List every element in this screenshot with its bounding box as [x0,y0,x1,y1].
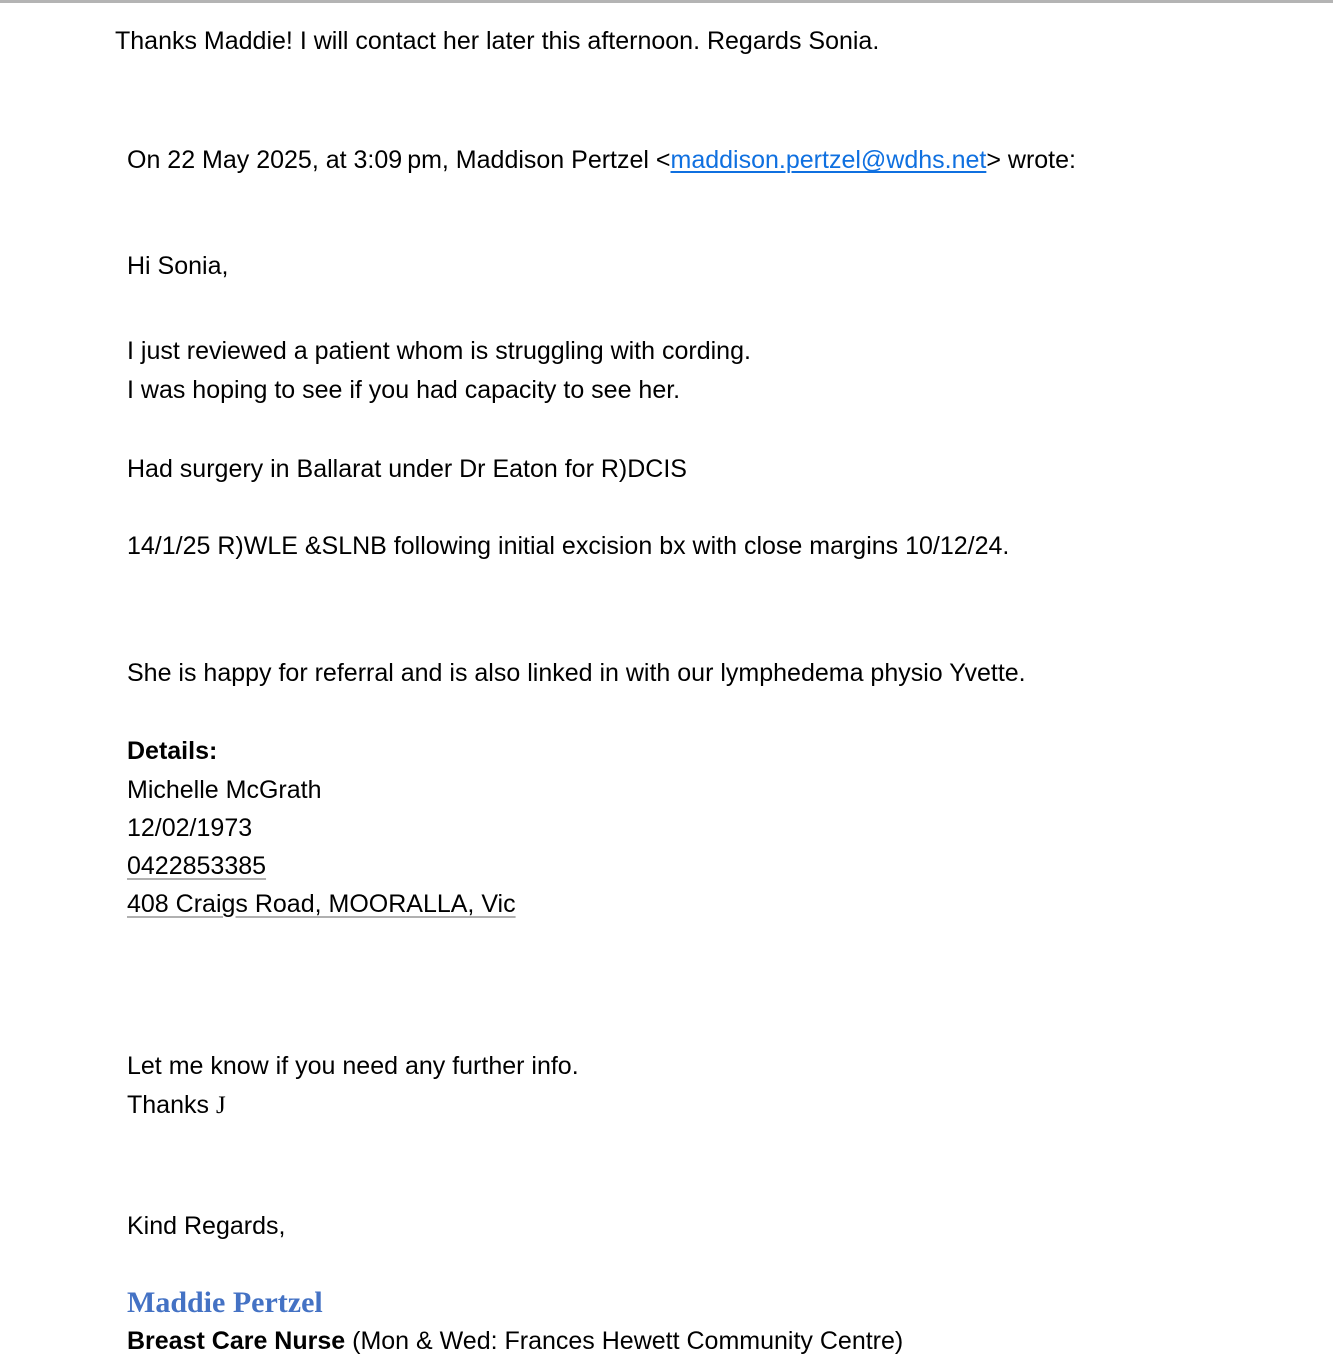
phone-link[interactable]: 0422853385 [127,852,267,880]
sender-email-link[interactable]: maddison.pertzel@wdhs.net [670,146,987,174]
patient-dob: 12/02/1973 [127,814,253,842]
signature-role-line [127,1322,1293,1361]
paragraph-patient-review [127,332,1293,410]
closing-thanks-line [127,1086,1293,1125]
closing-thanks-text: Thanks [127,1091,209,1119]
smiley-glyph-J: J [215,1092,226,1119]
patient-phone-row [127,847,1293,885]
signature-role-detail: (Mon & Wed: Frances Hewett Community Centre) [345,1327,904,1355]
patient-name: Michelle McGrath [127,776,322,804]
paragraph-referral: She is happy for referral and is also linked in with our lymphedema physio Yvette. [127,659,1026,687]
kind-regards-text: Kind Regards, [127,1212,286,1240]
quote-attribution-prefix: On 22 May 2025, at 3:09 pm, Maddison Pertzel < [127,146,671,174]
signature-name: Maddie Pertzel [127,1286,323,1319]
greeting-text: Hi Sonia, [127,252,229,280]
signature-role-title: Breast Care Nurse [127,1327,346,1355]
quote-attribution [127,141,1293,180]
paragraph-line: I just reviewed a patient whom is struggling with cording. [127,337,751,365]
quote-attribution-suffix: > wrote: [986,146,1076,174]
address-link[interactable]: 408 Craigs Road, MOORALLA, Vic [127,890,516,918]
reply-text-content: Thanks Maddie! I will contact her later this afternoon. Regards Sonia. [115,27,880,55]
reply-text [115,22,1293,61]
patient-details-block [127,732,1293,923]
paragraph-procedure-dates: 14/1/25 R)WLE &SLNB following initial excision bx with close margins 10/12/24. [127,532,1010,560]
details-label: Details: [127,737,218,765]
closing-line: Let me know if you need any further info. [127,1052,579,1080]
patient-address-row [127,885,1293,923]
window-top-border [0,0,1333,3]
paragraph-line: I was hoping to see if you had capacity to see her. [127,376,681,404]
closing-block [127,1047,1293,1125]
paragraph-surgery: Had surgery in Ballarat under Dr Eaton for R)DCIS [127,455,687,483]
